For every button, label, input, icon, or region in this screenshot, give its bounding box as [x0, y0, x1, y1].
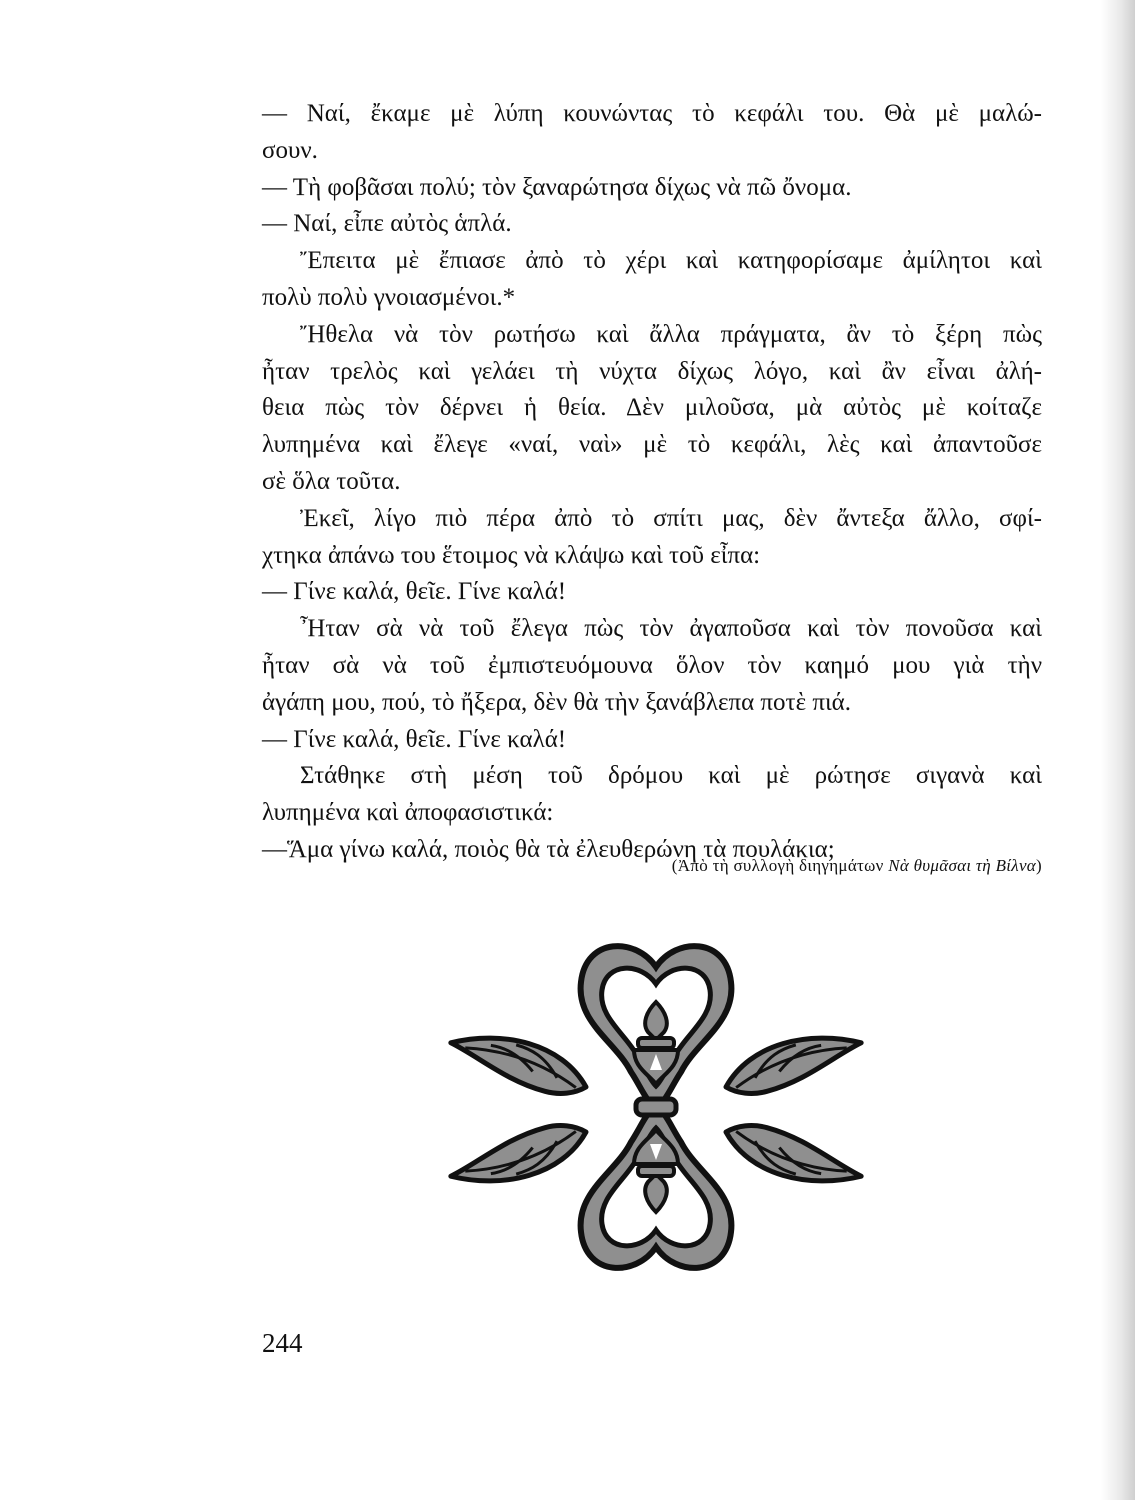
text-line: ἀγάπη μου, πού, τὸ ἤξερα, δὲν θὰ τὴν ξανάβλεπα ποτὲ πιά. — [262, 688, 852, 716]
text-line: Ἔπειτα μὲ ἔπιασε ἀπὸ τὸ χέρι καὶ κατηφορίσαμε ἀμίλητοι καὶ — [300, 247, 1042, 275]
text-line: — Ναί, εἶπε αὐτὸς ἁπλά. — [262, 210, 512, 238]
source-citation — [262, 856, 1042, 876]
text-line: Ἤθελα νὰ τὸν ρωτήσω καὶ ἄλλα πράγματα, ἂν τὸ ξέρη πὼς — [300, 320, 1042, 348]
text-line: — Ναί, ἔκαμε μὲ λύπη κουνώντας τὸ κεφάλι του. Θὰ μὲ μαλώ- — [262, 100, 1042, 127]
page-number: 244 — [262, 1328, 303, 1358]
source-title: Νὰ θυμᾶσαι τὴ Βίλνα — [888, 856, 1037, 875]
floral-ornament-icon — [436, 932, 876, 1282]
text-line: —Ἅμα γίνω καλά, ποιὸς θὰ τὰ ἐλευθερώνη τὰ πουλάκια; — [262, 835, 835, 863]
text-line: θεια πὼς τὸν δέρνει ἡ θεία. Δὲν μιλοῦσα, μὰ αὐτὸς μὲ κοίταζε — [262, 394, 1042, 422]
text-line: λυπημένα καὶ ἔλεγε «ναί, ναὶ» μὲ τὸ κεφάλι, λὲς καὶ ἀπαντοῦσε — [262, 431, 1042, 459]
text-line: — Γίνε καλά, θεῖε. Γίνε καλά! — [262, 578, 567, 606]
text-line: — Τὴ φοβᾶσαι πολύ; τὸν ξαναρώτησα δίχως νὰ πῶ ὄνομα. — [262, 173, 852, 201]
text-line: σουν. — [262, 136, 318, 164]
text-line: — Γίνε καλά, θεῖε. Γίνε καλά! — [262, 725, 567, 753]
body-text — [262, 96, 1042, 869]
text-line: Ἦταν σὰ νὰ τοῦ ἔλεγα πὼς τὸν ἀγαποῦσα καὶ τὸν πονοῦσα καὶ — [300, 615, 1042, 643]
text-line: λυπημένα καὶ ἀποφασιστικά: — [262, 799, 554, 827]
source-suffix: ) — [1036, 856, 1042, 875]
page-edge-shadow — [1101, 0, 1135, 1500]
source-prefix: (Ἀπὸ τὴ συλλογὴ διηγημάτων — [671, 856, 889, 875]
text-line: ἦταν τρελὸς καὶ γελάει τὴ νύχτα δίχως λόγο, καὶ ἂν εἶναι ἀλή- — [262, 357, 1042, 385]
text-line: σὲ ὅλα τοῦτα. — [262, 467, 401, 495]
text-line: Στάθηκε στὴ μέση τοῦ δρόμου καὶ μὲ ρώτησε σιγανὰ καὶ — [300, 762, 1042, 790]
text-line: πολὺ πολὺ γνοιασμένοι.* — [262, 283, 516, 311]
text-line: χτηκα ἀπάνω του ἕτοιμος νὰ κλάψω καὶ τοῦ εἶπα: — [262, 541, 761, 569]
text-line: ἦταν σὰ νὰ τοῦ ἐμπιστευόμουνα ὅλον τὸν καημό μου γιὰ τὴν — [262, 651, 1042, 679]
text-line: Ἐκεῖ, λίγο πιὸ πέρα ἀπὸ τὸ σπίτι μας, δὲν ἄντεξα ἄλλο, σφί- — [300, 504, 1042, 532]
